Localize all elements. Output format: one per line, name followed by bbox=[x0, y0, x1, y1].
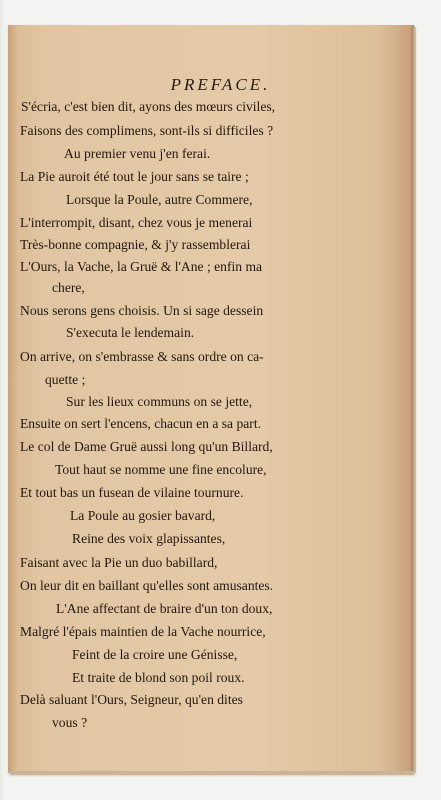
text-line: Et tout bas un fusean de vilaine tournure. bbox=[20, 485, 244, 500]
text-line: Faisant avec la Pie un duo babillard, bbox=[20, 555, 218, 570]
text-line: Delà saluant l'Ours, Seigneur, qu'en dites bbox=[20, 692, 243, 707]
text-line: Ensuite on sert l'encens, chacun en a sa part. bbox=[20, 416, 262, 431]
text-line: L'Ane affectant de braire d'un ton doux, bbox=[56, 601, 273, 616]
text-line: vous ? bbox=[52, 715, 88, 730]
page-title: PREFACE. bbox=[170, 75, 271, 94]
text-line: quette ; bbox=[45, 372, 86, 387]
text-line: S'executa le lendemain. bbox=[66, 325, 195, 340]
text-line: La Pie auroit été tout le jour sans se taire ; bbox=[20, 169, 249, 184]
text-line: Et traite de blond son poil roux. bbox=[72, 670, 245, 685]
text-line: L'interrompit, disant, chez vous je menerai bbox=[20, 215, 253, 230]
text-line: Au premier venu j'en ferai. bbox=[64, 146, 211, 161]
text-line: L'Ours, la Vache, la Gruë & l'Ane ; enfin ma bbox=[20, 259, 263, 274]
text-line: Faisons des complimens, sont-ils si difficiles ? bbox=[20, 123, 274, 138]
text-line: Sur les lieux communs on se jette, bbox=[66, 394, 253, 409]
text-line: Tout haut se nomme une fine encolure, bbox=[55, 462, 267, 477]
text-line: S'écria, c'est bien dit, ayons des mœurs civiles, bbox=[21, 99, 276, 114]
text-line: Feint de la croire une Génisse, bbox=[72, 647, 238, 662]
text-line: Nous serons gens choisis. Un si sage dessein bbox=[20, 303, 264, 318]
text-line: chere, bbox=[52, 280, 85, 295]
text-line: Lorsque la Poule, autre Commere, bbox=[66, 192, 253, 207]
text-line: On arrive, on s'embrasse & sans ordre on ca- bbox=[20, 349, 264, 364]
text-line: On leur dit en baillant qu'elles sont amusantes. bbox=[20, 578, 274, 593]
text-line: Très-bonne compagnie, & j'y rassemblerai bbox=[20, 237, 251, 252]
text-line: Malgré l'épais maintien de la Vache nourrice, bbox=[20, 624, 266, 639]
text-line: La Poule au gosier bavard, bbox=[70, 508, 216, 523]
text-line: Le col de Dame Gruë aussi long qu'un Billard, bbox=[20, 439, 273, 454]
text-line: Reine des voix glapissantes, bbox=[72, 531, 226, 546]
